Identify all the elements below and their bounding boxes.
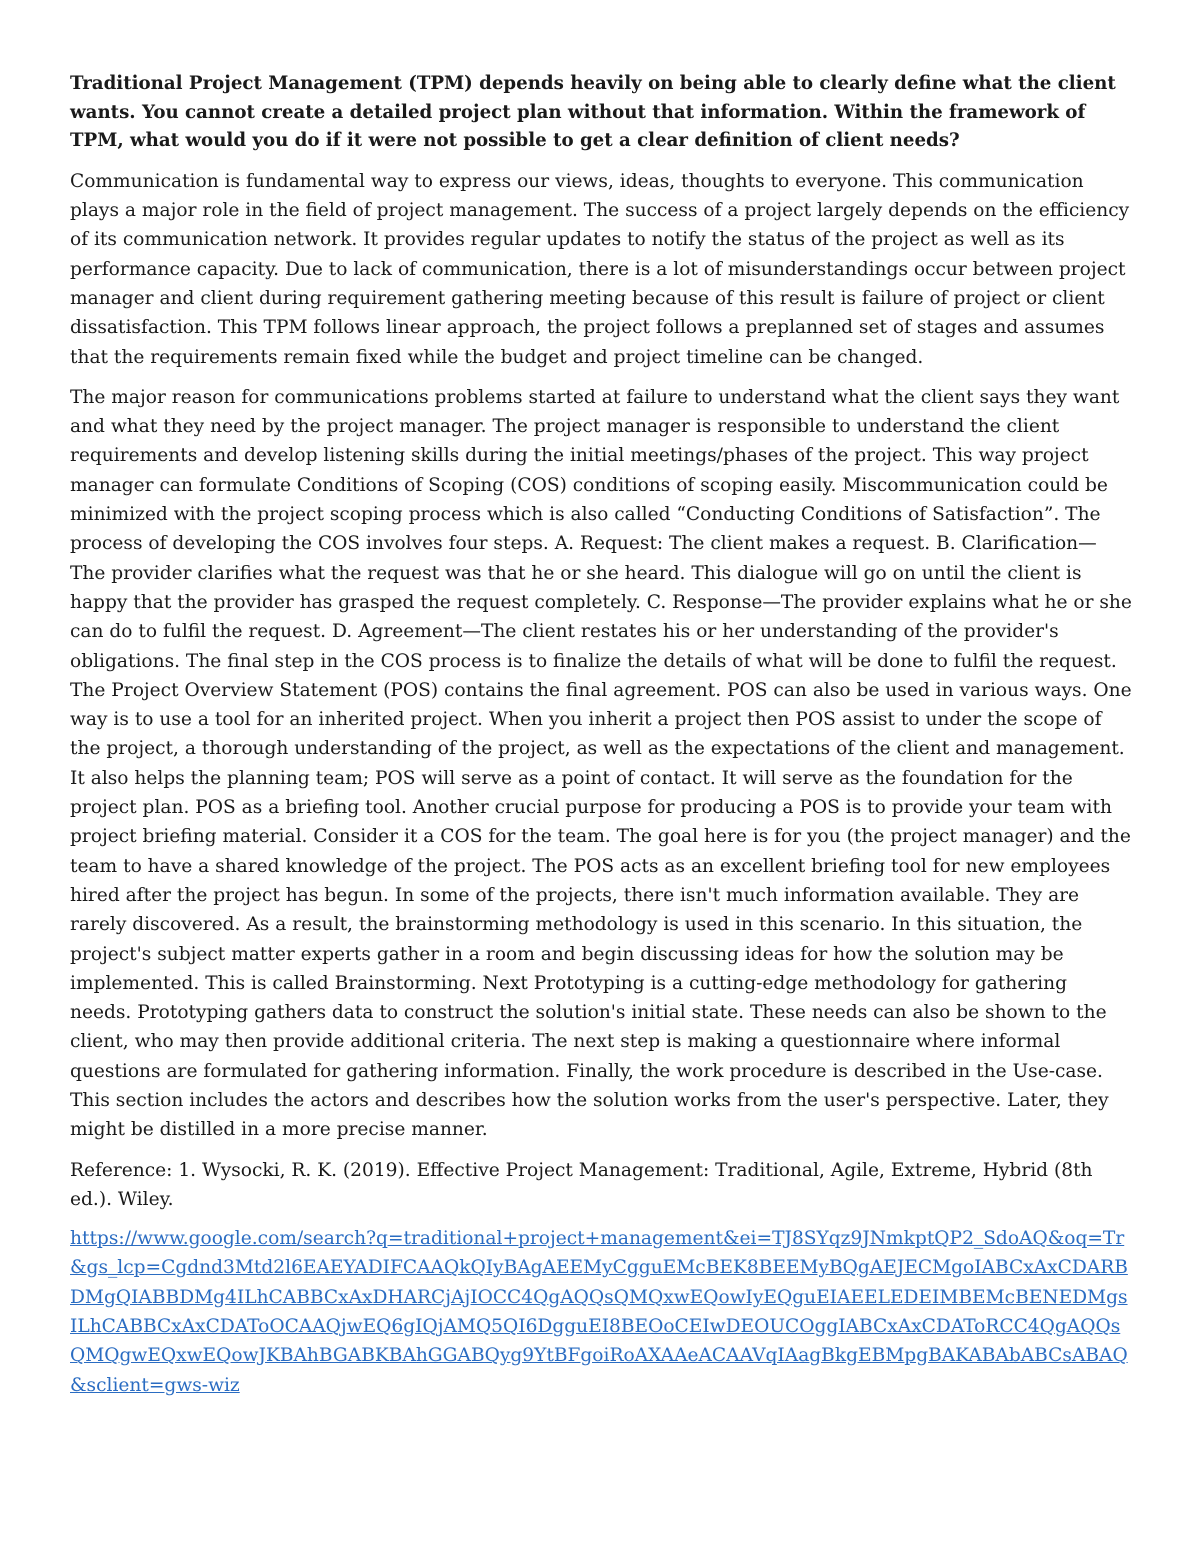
reference-citation: Reference: 1. Wysocki, R. K. (2019). Effective Project Management: Traditional, Agile, Extreme, Hybrid (8th ed.). Wiley. (70, 1159, 1093, 1210)
body-paragraph-2: The major reason for communications problems started at failure to understand what the client says they want and what they need by the project manager. The project manager is responsible to understand the client requirements and develop listening skills during the initial meetings/phases of the project. This way project manager can formulate Conditions of Scoping (COS) conditions of scoping easily. Miscommunication could be minimized with the project scoping process which is also called “Conducting Conditions of Satisfaction”. The process of developing the COS involves four steps. A. Request: The client makes a request. B. Clarification—The provider clarifies what the request was that he or she heard. This dialogue will go on until the client is happy that the provider has grasped the request completely. C. Response—The provider explains what he or she can do to fulfil the request. D. Agreement—The client restates his or her understanding of the provider's obligations. The final step in the COS process is to finalize the details of what will be done to fulfil the request. The Project Overview Statement (POS) contains the final agreement. POS can also be used in various ways. One way is to use a tool for an inherited project. When you inherit a project then POS assist to under the scope of the project, a thorough understanding of the project, as well as the expectations of the client and management. It also helps the planning team; POS will serve as a point of contact. It will serve as the foundation for the project plan. POS as a briefing tool. Another crucial purpose for producing a POS is to provide your team with project briefing material. Consider it a COS for the team. The goal here is for you (the project manager) and the team to have a shared knowledge of the project. The POS acts as an excellent briefing tool for new employees hired after the project has begun. In some of the projects, there isn't much information available. They are rarely discovered. As a result, the brainstorming methodology is used in this scenario. In this situation, the project's subject matter experts gather in a room and begin discussing ideas for how the solution may be implemented. This is called Brainstorming. Next Prototyping is a cutting-edge methodology for gathering needs. Prototyping gathers data to construct the solution's initial state. These needs can also be shown to the client, who may then provide additional criteria. The next step is making a questionnaire where informal questions are formulated for gathering information. Finally, the work procedure is described in the Use-case. This section includes the actors and describes how the solution works from the user's perspective. Later, they might be distilled in a more precise manner. (70, 386, 1132, 1141)
body-paragraph-1: Communication is fundamental way to express our views, ideas, thoughts to everyone. This communication plays a major role in the field of project management. The success of a project largely depends on the efficiency of its communication network. It provides regular updates to notify the status of the project as well as its performance capacity. Due to lack of communication, there is a lot of misunderstandings occur between project manager and client during requirement gathering meeting because of this result is failure of project or client dissatisfaction. This TPM follows linear approach, the project follows a preplanned set of stages and assumes that the requirements remain fixed while the budget and project timeline can be changed. (70, 170, 1130, 368)
document-page (70, 70, 1132, 1400)
assignment-question: Traditional Project Management (TPM) depends heavily on being able to clearly define what the client wants. You cannot create a detailed project plan without that information. Within the framework of TPM, what would you do if it were not possible to get a clear definition of client needs? (70, 73, 1116, 152)
reference-link[interactable]: https://www.google.com/search?q=traditional+project+management&ei=TJ8SYqz9JNmkptQP2_SdoAQ&oq=Tr&gs_lcp=Cgdnd3Mtd2l6EAEYADIFCAAQkQIyBAgAEEMyCgguEMcBEK8BEEMyBQgAEJECMgoIABCxAxCDARBDMgQIABBDMg4ILhCABBCxAxDHARCjAjIOCC4QgAQQsQMQxwEQowIyEQguEIAEELEDEIMBEMcBENEDMgsILhCABBCxAxCDAToOCAAQjwEQ6gIQjAMQ5QI6DgguEI8BEOoCEIwDEOUCOggIABCxAxCDAToRCC4QgAQQsQMQgwEQxwEQowJKBAhBGABKBAhGGABQyg9YtBFgoiRoAXAAeACAAVqIAagBkgEBMpgBAKABAbABCsABAQ&sclient=gws-wiz (70, 1228, 1128, 1396)
